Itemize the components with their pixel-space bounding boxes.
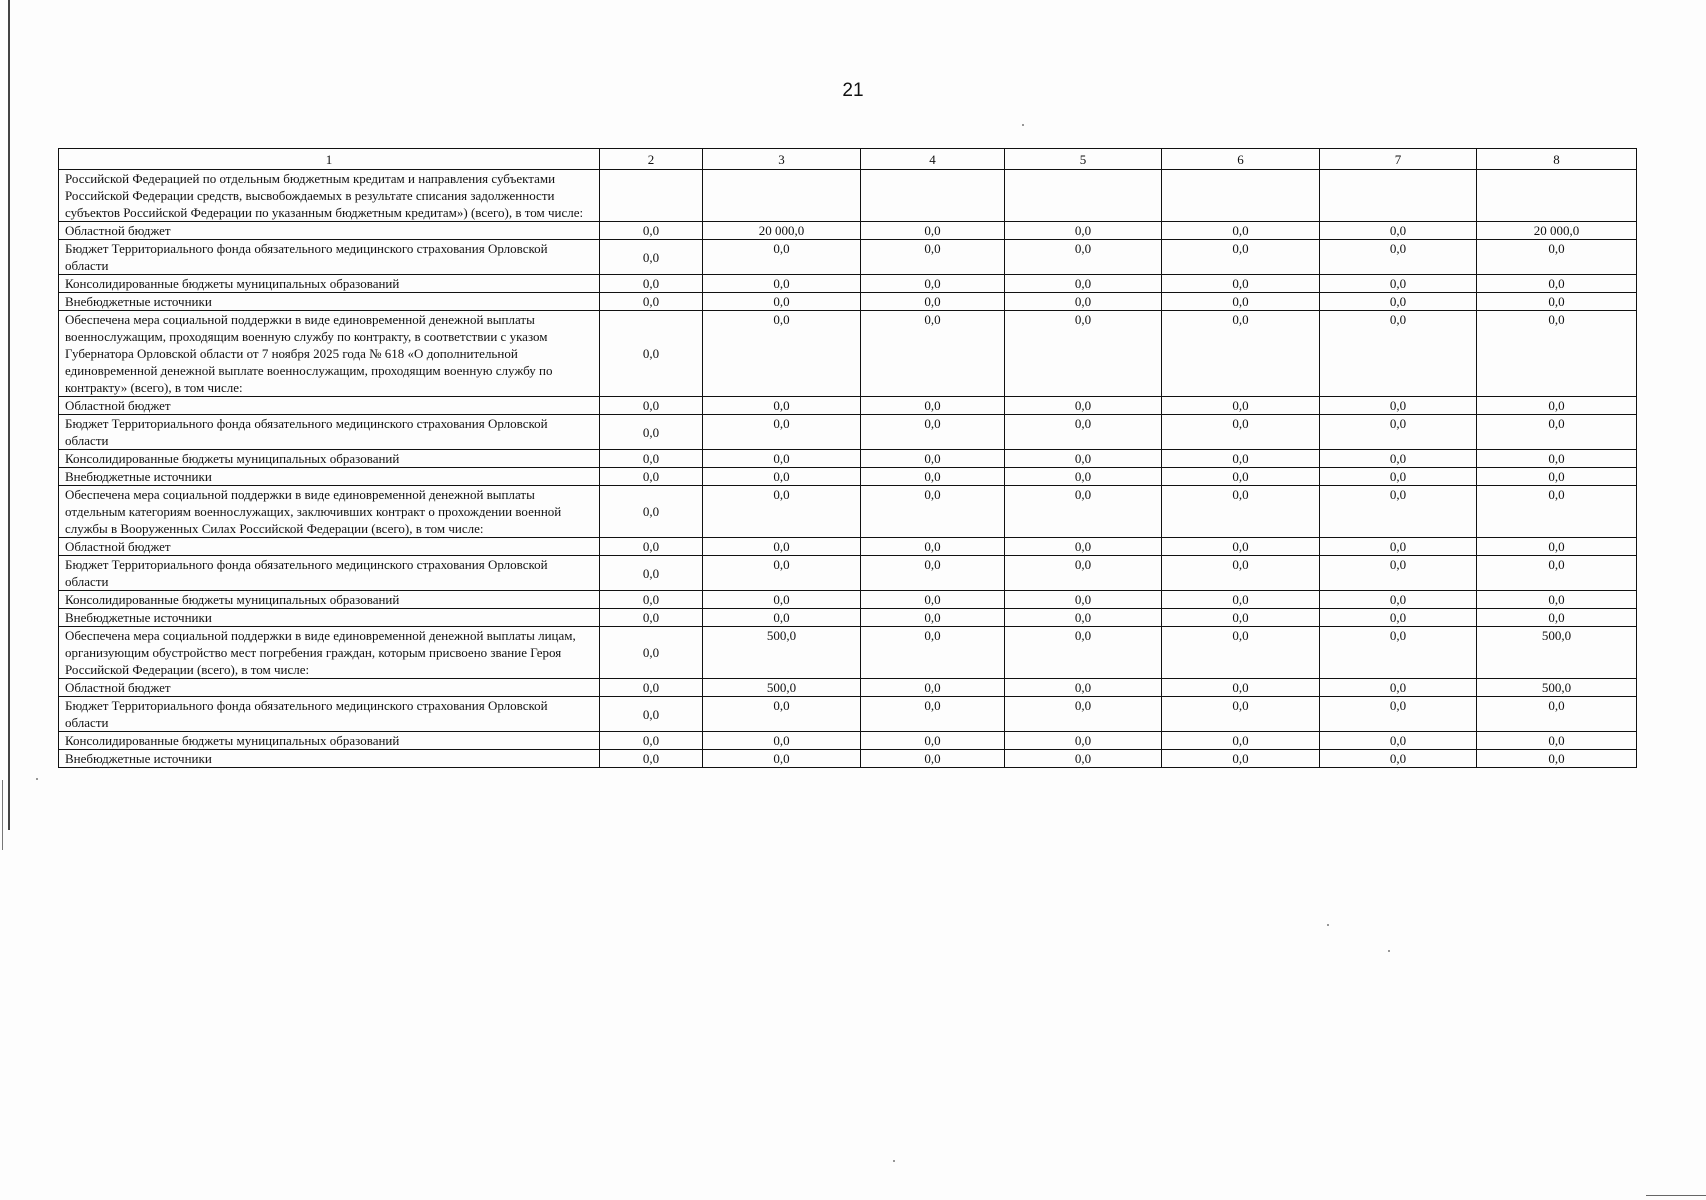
row-label: Внебюджетные источники: [59, 750, 600, 768]
column-number: 1: [59, 149, 600, 170]
value-cell-col-5: 0,0: [1005, 609, 1162, 627]
value-cell-col-5: 0,0: [1005, 311, 1162, 397]
value-cell-col-2: 0,0: [600, 538, 703, 556]
table-row: [59, 293, 1637, 311]
value-cell-col-4: 0,0: [861, 415, 1005, 450]
value-cell-col-8: 0,0: [1477, 486, 1637, 538]
row-label: Обеспечена мера социальной поддержки в виде единовременной денежной выплаты отдельным категориям военнослужащих, заключивших контракт о прохождении военной службы в Вооруженных Силах Российской Федерации (всего), в том числе:: [59, 486, 600, 538]
column-number-row: [59, 149, 1637, 170]
value-cell-col-4: 0,0: [861, 538, 1005, 556]
value-cell-col-5: 0,0: [1005, 486, 1162, 538]
value-cell-col-2: 0,0: [600, 679, 703, 697]
value-cell-col-4: 0,0: [861, 240, 1005, 275]
value-cell-col-3: 0,0: [703, 240, 861, 275]
value-cell-col-8: 0,0: [1477, 538, 1637, 556]
value-cell-col-6: 0,0: [1162, 538, 1320, 556]
value-cell-col-6: 0,0: [1162, 240, 1320, 275]
value-cell-col-5: 0,0: [1005, 750, 1162, 768]
value-cell-col-2: [600, 170, 703, 222]
value-cell-col-6: 0,0: [1162, 222, 1320, 240]
value-cell-col-8: 0,0: [1477, 397, 1637, 415]
value-cell-col-4: 0,0: [861, 679, 1005, 697]
scan-speck: [1327, 924, 1329, 926]
value-cell-col-4: [861, 170, 1005, 222]
page-number: 21: [842, 80, 864, 101]
table-row: [59, 468, 1637, 486]
row-label: Областной бюджет: [59, 538, 600, 556]
value-cell-col-7: 0,0: [1320, 679, 1477, 697]
row-label: Консолидированные бюджеты муниципальных образований: [59, 732, 600, 750]
value-cell-col-2: 0,0: [600, 240, 703, 275]
value-cell-col-4: 0,0: [861, 293, 1005, 311]
row-label: Обеспечена мера социальной поддержки в виде единовременной денежной выплаты лицам, организующим обустройство мест погребения граждан, которым присвоено звание Героя Российской Федерации (всего), в том числе:: [59, 627, 600, 679]
value-cell-col-2: 0,0: [600, 415, 703, 450]
value-cell-col-2: 0,0: [600, 275, 703, 293]
table-row: [59, 697, 1637, 732]
value-cell-col-7: 0,0: [1320, 697, 1477, 732]
value-cell-col-2: 0,0: [600, 627, 703, 679]
table-row: [59, 627, 1637, 679]
value-cell-col-5: 0,0: [1005, 556, 1162, 591]
value-cell-col-7: [1320, 170, 1477, 222]
value-cell-col-3: 0,0: [703, 750, 861, 768]
value-cell-col-3: 0,0: [703, 468, 861, 486]
value-cell-col-2: 0,0: [600, 697, 703, 732]
value-cell-col-5: [1005, 170, 1162, 222]
value-cell-col-6: 0,0: [1162, 627, 1320, 679]
value-cell-col-4: 0,0: [861, 609, 1005, 627]
value-cell-col-7: 0,0: [1320, 732, 1477, 750]
value-cell-col-4: 0,0: [861, 732, 1005, 750]
value-cell-col-3: 0,0: [703, 450, 861, 468]
value-cell-col-2: 0,0: [600, 468, 703, 486]
scan-speck: [36, 778, 38, 780]
row-label: Консолидированные бюджеты муниципальных образований: [59, 275, 600, 293]
value-cell-col-2: 0,0: [600, 556, 703, 591]
column-number: 7: [1320, 149, 1477, 170]
value-cell-col-5: 0,0: [1005, 450, 1162, 468]
value-cell-col-6: 0,0: [1162, 556, 1320, 591]
value-cell-col-8: 0,0: [1477, 311, 1637, 397]
value-cell-col-3: 0,0: [703, 538, 861, 556]
value-cell-col-4: 0,0: [861, 556, 1005, 591]
value-cell-col-2: 0,0: [600, 750, 703, 768]
value-cell-col-5: 0,0: [1005, 591, 1162, 609]
row-label: Внебюджетные источники: [59, 468, 600, 486]
value-cell-col-5: 0,0: [1005, 397, 1162, 415]
value-cell-col-3: 20 000,0: [703, 222, 861, 240]
scan-edge-left: [8, 0, 10, 830]
value-cell-col-6: 0,0: [1162, 275, 1320, 293]
value-cell-col-8: 0,0: [1477, 415, 1637, 450]
table-row: [59, 732, 1637, 750]
value-cell-col-8: 0,0: [1477, 556, 1637, 591]
table-row: [59, 170, 1637, 222]
value-cell-col-3: 0,0: [703, 486, 861, 538]
value-cell-col-8: [1477, 170, 1637, 222]
row-label: Обеспечена мера социальной поддержки в виде единовременной денежной выплаты военнослужащим, проходящим военную службу по контракту, в соответствии с указом Губернатора Орловской области от 7 ноября 2025 года № 618 «О дополнительной единовременной денежной выплате военнослужащим, проходящим военную службу по контракту» (всего), в том числе:: [59, 311, 600, 397]
value-cell-col-5: 0,0: [1005, 627, 1162, 679]
value-cell-col-8: 0,0: [1477, 609, 1637, 627]
scan-speck: [893, 1160, 895, 1162]
value-cell-col-3: 0,0: [703, 275, 861, 293]
value-cell-col-4: 0,0: [861, 486, 1005, 538]
value-cell-col-6: 0,0: [1162, 311, 1320, 397]
column-number: 2: [600, 149, 703, 170]
value-cell-col-7: 0,0: [1320, 591, 1477, 609]
table-row: [59, 750, 1637, 768]
value-cell-col-2: 0,0: [600, 397, 703, 415]
budget-table: [58, 148, 1637, 768]
value-cell-col-7: 0,0: [1320, 275, 1477, 293]
value-cell-col-7: 0,0: [1320, 415, 1477, 450]
value-cell-col-5: 0,0: [1005, 679, 1162, 697]
value-cell-col-6: 0,0: [1162, 415, 1320, 450]
scan-edge-bottom: [1646, 1195, 1706, 1196]
value-cell-col-7: 0,0: [1320, 468, 1477, 486]
value-cell-col-7: 0,0: [1320, 486, 1477, 538]
value-cell-col-8: 0,0: [1477, 697, 1637, 732]
value-cell-col-2: 0,0: [600, 450, 703, 468]
value-cell-col-3: 0,0: [703, 311, 861, 397]
value-cell-col-8: 0,0: [1477, 293, 1637, 311]
value-cell-col-5: 0,0: [1005, 293, 1162, 311]
value-cell-col-4: 0,0: [861, 591, 1005, 609]
value-cell-col-4: 0,0: [861, 311, 1005, 397]
value-cell-col-3: 0,0: [703, 415, 861, 450]
value-cell-col-7: 0,0: [1320, 240, 1477, 275]
value-cell-col-3: 500,0: [703, 679, 861, 697]
value-cell-col-6: 0,0: [1162, 679, 1320, 697]
row-label: Консолидированные бюджеты муниципальных образований: [59, 450, 600, 468]
value-cell-col-6: 0,0: [1162, 609, 1320, 627]
row-label: Внебюджетные источники: [59, 293, 600, 311]
value-cell-col-7: 0,0: [1320, 609, 1477, 627]
value-cell-col-8: 0,0: [1477, 732, 1637, 750]
value-cell-col-7: 0,0: [1320, 627, 1477, 679]
value-cell-col-6: 0,0: [1162, 732, 1320, 750]
value-cell-col-2: 0,0: [600, 222, 703, 240]
value-cell-col-8: 500,0: [1477, 679, 1637, 697]
column-number: 5: [1005, 149, 1162, 170]
value-cell-col-5: 0,0: [1005, 697, 1162, 732]
value-cell-col-3: [703, 170, 861, 222]
value-cell-col-4: 0,0: [861, 468, 1005, 486]
value-cell-col-6: [1162, 170, 1320, 222]
scan-speck: [1022, 124, 1024, 126]
table-row: [59, 556, 1637, 591]
table-row: [59, 679, 1637, 697]
row-label: Областной бюджет: [59, 679, 600, 697]
value-cell-col-6: 0,0: [1162, 486, 1320, 538]
table-row: [59, 538, 1637, 556]
value-cell-col-3: 0,0: [703, 556, 861, 591]
value-cell-col-8: 0,0: [1477, 468, 1637, 486]
value-cell-col-8: 0,0: [1477, 750, 1637, 768]
column-number: 8: [1477, 149, 1637, 170]
value-cell-col-4: 0,0: [861, 397, 1005, 415]
row-label: Бюджет Территориального фонда обязательного медицинского страхования Орловской области: [59, 556, 600, 591]
row-label: Бюджет Территориального фонда обязательного медицинского страхования Орловской области: [59, 415, 600, 450]
value-cell-col-2: 0,0: [600, 591, 703, 609]
value-cell-col-5: 0,0: [1005, 275, 1162, 293]
column-number: 3: [703, 149, 861, 170]
value-cell-col-8: 500,0: [1477, 627, 1637, 679]
value-cell-col-6: 0,0: [1162, 750, 1320, 768]
value-cell-col-5: 0,0: [1005, 222, 1162, 240]
value-cell-col-2: 0,0: [600, 609, 703, 627]
value-cell-col-3: 0,0: [703, 293, 861, 311]
value-cell-col-6: 0,0: [1162, 591, 1320, 609]
table-row: [59, 311, 1637, 397]
value-cell-col-3: 500,0: [703, 627, 861, 679]
value-cell-col-7: 0,0: [1320, 450, 1477, 468]
value-cell-col-8: 0,0: [1477, 450, 1637, 468]
scan-speck: [1388, 950, 1390, 952]
value-cell-col-2: 0,0: [600, 486, 703, 538]
value-cell-col-2: 0,0: [600, 293, 703, 311]
value-cell-col-6: 0,0: [1162, 697, 1320, 732]
value-cell-col-7: 0,0: [1320, 538, 1477, 556]
value-cell-col-7: 0,0: [1320, 556, 1477, 591]
value-cell-col-8: 0,0: [1477, 591, 1637, 609]
row-label: Российской Федерацией по отдельным бюджетным кредитам и направления субъектами Российской Федерации средств, высвобождаемых в результате списания задолженности субъектов Российской Федерации по указанным бюджетным кредитам») (всего), в том числе:: [59, 170, 600, 222]
value-cell-col-4: 0,0: [861, 697, 1005, 732]
value-cell-col-7: 0,0: [1320, 311, 1477, 397]
value-cell-col-2: 0,0: [600, 311, 703, 397]
value-cell-col-7: 0,0: [1320, 222, 1477, 240]
value-cell-col-7: 0,0: [1320, 293, 1477, 311]
table-row: [59, 591, 1637, 609]
value-cell-col-4: 0,0: [861, 222, 1005, 240]
value-cell-col-8: 20 000,0: [1477, 222, 1637, 240]
value-cell-col-6: 0,0: [1162, 397, 1320, 415]
value-cell-col-5: 0,0: [1005, 468, 1162, 486]
value-cell-col-8: 0,0: [1477, 275, 1637, 293]
table-row: [59, 609, 1637, 627]
value-cell-col-3: 0,0: [703, 609, 861, 627]
value-cell-col-8: 0,0: [1477, 240, 1637, 275]
value-cell-col-5: 0,0: [1005, 538, 1162, 556]
table-row: [59, 240, 1637, 275]
row-label: Областной бюджет: [59, 222, 600, 240]
value-cell-col-3: 0,0: [703, 697, 861, 732]
value-cell-col-6: 0,0: [1162, 450, 1320, 468]
table-row: [59, 486, 1637, 538]
row-label: Бюджет Территориального фонда обязательного медицинского страхования Орловской области: [59, 697, 600, 732]
value-cell-col-5: 0,0: [1005, 240, 1162, 275]
value-cell-col-7: 0,0: [1320, 750, 1477, 768]
column-number: 4: [861, 149, 1005, 170]
value-cell-col-4: 0,0: [861, 450, 1005, 468]
value-cell-col-3: 0,0: [703, 591, 861, 609]
value-cell-col-5: 0,0: [1005, 415, 1162, 450]
value-cell-col-4: 0,0: [861, 275, 1005, 293]
value-cell-col-7: 0,0: [1320, 397, 1477, 415]
table-row: [59, 222, 1637, 240]
table-row: [59, 415, 1637, 450]
column-number: 6: [1162, 149, 1320, 170]
row-label: Бюджет Территориального фонда обязательного медицинского страхования Орловской области: [59, 240, 600, 275]
row-label: Областной бюджет: [59, 397, 600, 415]
budget-table-body: [59, 149, 1637, 768]
table-row: [59, 275, 1637, 293]
table-row: [59, 397, 1637, 415]
value-cell-col-5: 0,0: [1005, 732, 1162, 750]
value-cell-col-2: 0,0: [600, 732, 703, 750]
row-label: Внебюджетные источники: [59, 609, 600, 627]
value-cell-col-4: 0,0: [861, 750, 1005, 768]
value-cell-col-3: 0,0: [703, 732, 861, 750]
value-cell-col-3: 0,0: [703, 397, 861, 415]
value-cell-col-6: 0,0: [1162, 293, 1320, 311]
value-cell-col-6: 0,0: [1162, 468, 1320, 486]
table-row: [59, 450, 1637, 468]
value-cell-col-4: 0,0: [861, 627, 1005, 679]
scan-edge-mark: [2, 780, 3, 850]
row-label: Консолидированные бюджеты муниципальных образований: [59, 591, 600, 609]
